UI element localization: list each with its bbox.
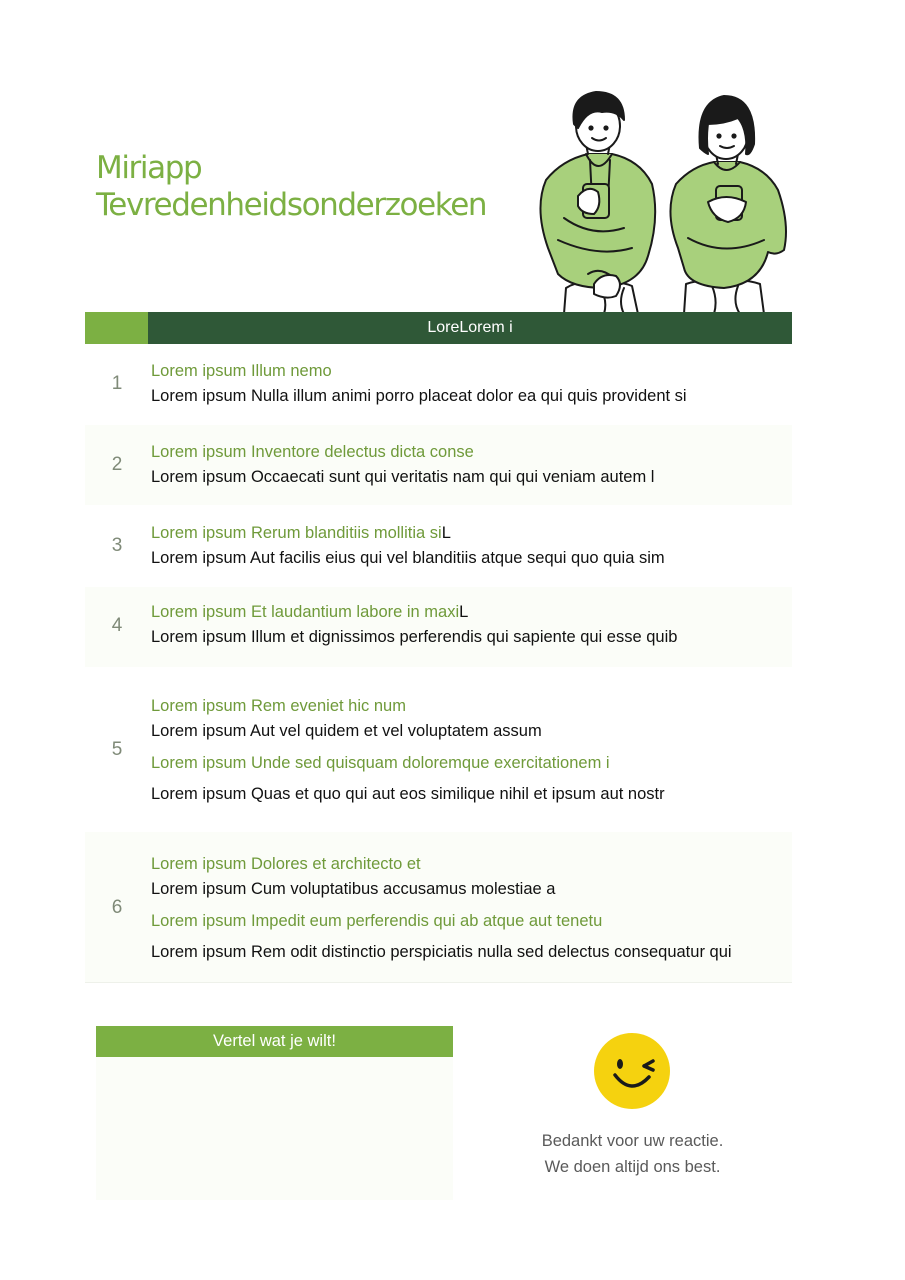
row-number: 6 [111, 897, 123, 918]
question-text [151, 524, 451, 543]
question-text: Lorem ipsum Unde sed quisquam doloremque exercitationem i [151, 754, 610, 772]
answer-text: Lorem ipsum Cum voluptatibus accusamus molestiae a [151, 880, 556, 898]
feedback-box [96, 1057, 453, 1200]
question-main: Lorem ipsum Et laudantium labore in maxi [151, 603, 460, 621]
people-illustration [528, 88, 796, 314]
question-text: Lorem ipsum Illum nemo [151, 362, 332, 380]
answer-text: Lorem ipsum Illum et dignissimos perferendis qui sapiente qui esse quib [151, 628, 678, 646]
row-number: 5 [111, 739, 123, 760]
thanks-line-2: We doen altijd ons best. [544, 1158, 721, 1176]
row-number: 3 [111, 535, 123, 556]
page-title [96, 150, 556, 224]
question-text: Lorem ipsum Dolores et architecto et [151, 855, 421, 873]
table-row [85, 344, 792, 424]
row-number: 2 [111, 454, 123, 475]
winking-smiley-icon [593, 1032, 671, 1110]
table-header-label: LoreLorem i [148, 312, 792, 344]
header-accent [85, 312, 148, 344]
answer-text: Lorem ipsum Aut vel quidem et vel voluptatem assum [151, 722, 542, 740]
table-bottom-divider [85, 982, 792, 983]
question-main: Lorem ipsum Rerum blanditiis mollitia si [151, 524, 442, 542]
thanks-line-1: Bedankt voor uw reactie. [541, 1132, 724, 1150]
table-row [85, 832, 792, 982]
question-tail: L [441, 524, 451, 542]
table-row [85, 668, 792, 831]
question-tail: L [459, 603, 469, 621]
question-text [151, 603, 468, 622]
title-line-2: Tevredenheidsonderzoeken [96, 187, 487, 223]
answer-text: Lorem ipsum Nulla illum animi porro placeat dolor ea qui quis provident si [151, 387, 687, 405]
answer-text: Lorem ipsum Occaecati sunt qui veritatis nam qui qui veniam autem l [151, 468, 655, 486]
feedback-header: Vertel wat je wilt! [96, 1026, 453, 1057]
thanks-message [520, 1128, 745, 1180]
table-row [85, 506, 792, 586]
row-number: 1 [111, 373, 123, 394]
answer-text: Lorem ipsum Quas et quo qui aut eos similique nihil et ipsum aut nostr [151, 785, 665, 803]
question-text: Lorem ipsum Impedit eum perferendis qui ab atque aut tenetu [151, 912, 603, 930]
table-row [85, 425, 792, 505]
question-text: Lorem ipsum Inventore delectus dicta conse [151, 443, 474, 461]
answer-text: Lorem ipsum Aut facilis eius qui vel blanditiis atque sequi quo quia sim [151, 549, 665, 567]
table-row [85, 587, 792, 667]
table-header [85, 312, 792, 344]
question-text: Lorem ipsum Rem eveniet hic num [151, 697, 406, 715]
answer-text: Lorem ipsum Rem odit distinctio perspiciatis nulla sed delectus consequatur qui [151, 943, 732, 961]
row-number: 4 [111, 615, 123, 636]
title-line-1: Miriapp [96, 150, 202, 186]
